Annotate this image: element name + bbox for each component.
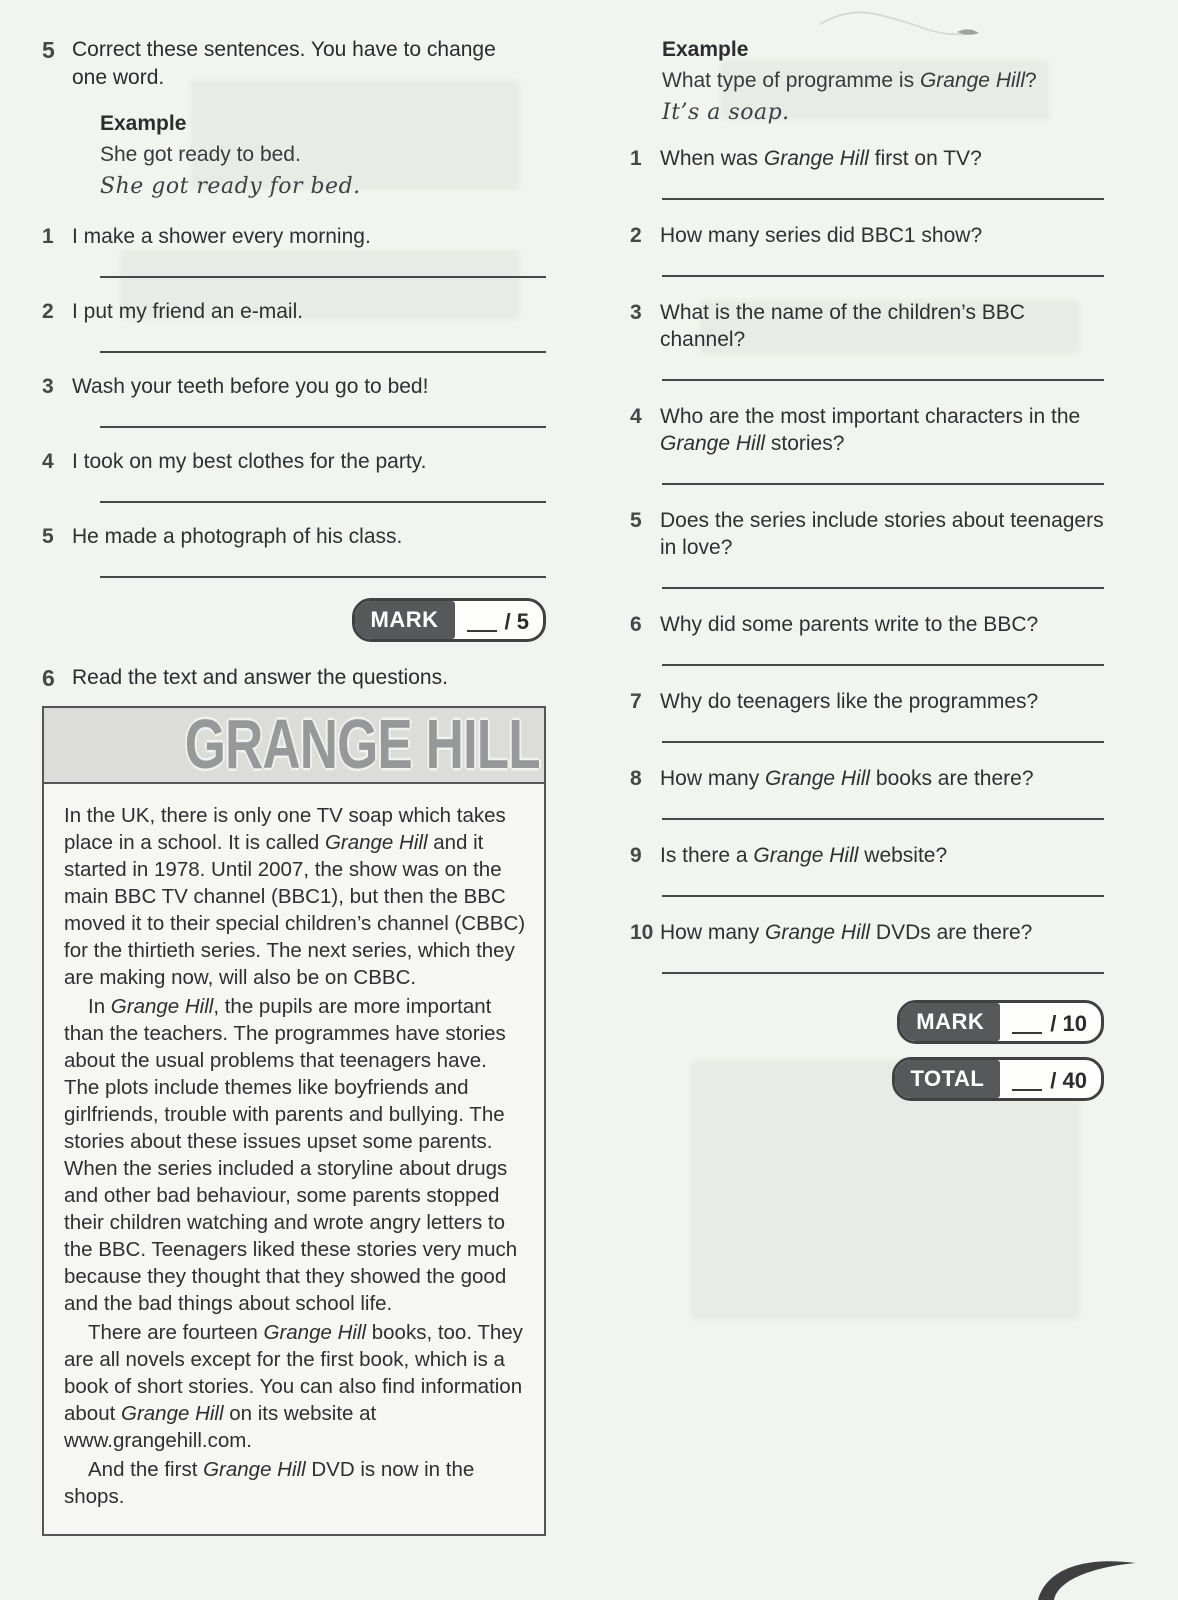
- question-number: 5: [630, 509, 642, 532]
- question-number: 3: [630, 301, 642, 324]
- question-number: 1: [630, 147, 642, 170]
- question-number: 2: [630, 224, 642, 247]
- question-text: How many Grange Hill DVDs are there?: [660, 921, 1033, 944]
- example-question: What type of programme is Grange Hill?: [662, 69, 1037, 92]
- exercise-5-example: [100, 110, 546, 201]
- question-row: [632, 842, 1104, 869]
- question-text: Why did some parents write to the BBC?: [660, 613, 1039, 636]
- answer-line: [662, 275, 1104, 277]
- mark-badge-score: [1000, 1003, 1101, 1041]
- article-header-band: [44, 708, 544, 784]
- question-text: Is there a Grange Hill website?: [660, 844, 948, 867]
- answer-line: [100, 501, 546, 503]
- question-number: 6: [630, 613, 642, 636]
- question-text: How many series did BBC1 show?: [660, 224, 983, 247]
- item-number: 5: [42, 525, 54, 548]
- question-number: 8: [630, 767, 642, 790]
- total-score-text: / 40: [1050, 1068, 1087, 1093]
- mark-badge-5: [352, 598, 546, 642]
- question-row: [632, 403, 1104, 457]
- item-text: I put my friend an e-mail.: [72, 300, 304, 323]
- example-label: Example: [100, 112, 187, 135]
- total-badge-label: TOTAL: [895, 1060, 1001, 1098]
- question-row: [632, 919, 1104, 946]
- total-blank-line: [1012, 1089, 1042, 1091]
- sentence-item: [42, 448, 546, 475]
- mark-score-text: / 5: [504, 609, 529, 634]
- item-number: 1: [42, 225, 54, 248]
- question-text: How many Grange Hill books are there?: [660, 767, 1034, 790]
- question-row: [632, 145, 1104, 172]
- item-text: He made a photograph of his class.: [72, 525, 403, 548]
- answer-line: [100, 576, 546, 578]
- answer-line: [100, 351, 546, 353]
- mark-blank-line: [467, 630, 497, 632]
- exercise-5-number: 5: [42, 37, 55, 63]
- question-text: Who are the most important characters in the Grange Hill stories?: [660, 405, 1081, 455]
- exercise-6-example: [662, 36, 1104, 127]
- mark-blank-line: [1012, 1032, 1042, 1034]
- item-number: 2: [42, 300, 54, 323]
- exercise-5-instruction: Correct these sentences. You have to change one word.: [72, 38, 496, 89]
- article-paragraph: There are fourteen Grange Hill books, too. They are all novels except for the first book, which is a book of short stories. You can also find information about Grange Hill on its website at www.grangehill.com.: [64, 1321, 523, 1452]
- article-body: [44, 784, 544, 1534]
- item-text: I make a shower every morning.: [72, 225, 371, 248]
- question-number: 7: [630, 690, 642, 713]
- exercise-6-number: 6: [42, 665, 55, 691]
- question-row: [632, 507, 1104, 561]
- question-number: 10: [630, 921, 654, 944]
- article-paragraph: In Grange Hill, the pupils are more important than the teachers. The programmes have stories about the usual problems that teenagers have. The plots include themes like boyfriends and girlfriends, trouble with parents and bullying. The stories about these issues upset some parents. When the series included a storyline about drugs and other bad behaviour, some parents stopped their children watching and wrote angry letters to the BBC. Teenagers liked these stories very much because they thought that they showed the good and the bad things about school life.: [64, 995, 518, 1315]
- question-text: What is the name of the children’s BBC channel?: [660, 301, 1025, 351]
- mark-score-text: / 10: [1050, 1011, 1087, 1036]
- sentence-item: [42, 373, 546, 400]
- answer-line: [662, 379, 1104, 381]
- answer-line: [662, 483, 1104, 485]
- answer-line: [662, 895, 1104, 897]
- column-left: [42, 36, 546, 1536]
- mark-badge-score: [455, 601, 543, 639]
- question-number: 9: [630, 844, 642, 867]
- answer-line: [662, 818, 1104, 820]
- question-row: [632, 765, 1104, 792]
- answer-line: [662, 587, 1104, 589]
- answer-line: [662, 198, 1104, 200]
- article-paragraph: In the UK, there is only one TV soap which takes place in a school. It is called Grange Hill and it started in 1978. Until 2007, the show was on the main BBC TV channel (BBC1), but then the BBC moved it to their special children’s channel (CBBC) for the thirtieth series. The next series, which they are making now, will also be on CBBC.: [64, 804, 526, 989]
- exercise-6-header: [42, 664, 546, 692]
- total-badge-40: [892, 1057, 1105, 1101]
- column-right: [632, 36, 1104, 1101]
- example-handwritten-answer: It’s a soap.: [662, 100, 790, 125]
- question-number: 4: [630, 405, 642, 428]
- exercise-6-instruction: Read the text and answer the questions.: [72, 666, 448, 689]
- mark-badge-label: MARK: [355, 601, 455, 639]
- question-row: [632, 688, 1104, 715]
- mark-badge-row: [42, 598, 546, 642]
- answer-line: [100, 426, 546, 428]
- article-title: GRANGE HILL: [185, 708, 540, 784]
- sentence-item: [42, 298, 546, 325]
- answer-line: [662, 741, 1104, 743]
- mark-badge-label: MARK: [900, 1003, 1000, 1041]
- example-label: Example: [662, 38, 749, 61]
- total-badge-score: [1000, 1060, 1101, 1098]
- item-number: 4: [42, 450, 54, 473]
- question-row: [632, 222, 1104, 249]
- question-row: [632, 611, 1104, 638]
- mark-badge-10: [897, 1000, 1104, 1044]
- sentence-item: [42, 523, 546, 550]
- sentence-item: [42, 223, 546, 250]
- answer-line: [662, 972, 1104, 974]
- exercise-5-header: [42, 36, 546, 92]
- example-sentence: She got ready to bed.: [100, 143, 301, 166]
- answer-line: [662, 664, 1104, 666]
- item-text: Wash your teeth before you go to bed!: [72, 375, 429, 398]
- page-curl-swoosh-icon: [1024, 1554, 1144, 1600]
- example-handwritten-answer: She got ready for bed.: [100, 174, 361, 199]
- question-text: Why do teenagers like the programmes?: [660, 690, 1039, 713]
- article-box: [42, 706, 546, 1536]
- article-paragraph: And the first Grange Hill DVD is now in the shops.: [64, 1458, 475, 1508]
- question-text: Does the series include stories about teenagers in love?: [660, 509, 1104, 559]
- item-text: I took on my best clothes for the party.: [72, 450, 427, 473]
- item-number: 3: [42, 375, 54, 398]
- question-row: [632, 299, 1104, 353]
- score-badges: [632, 1000, 1104, 1101]
- question-text: When was Grange Hill first on TV?: [660, 147, 982, 170]
- answer-line: [100, 276, 546, 278]
